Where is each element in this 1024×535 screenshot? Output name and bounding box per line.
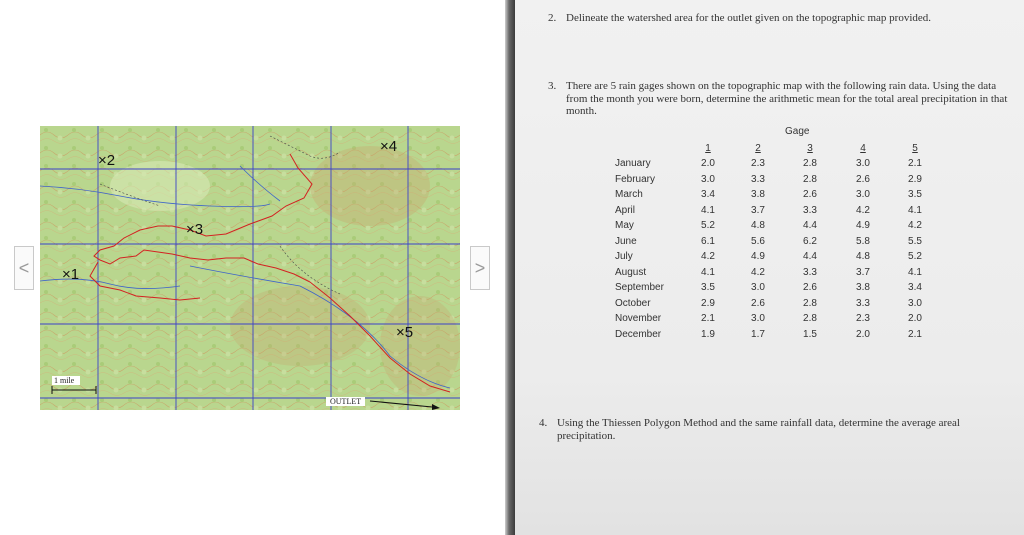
table-cell: 2.9 — [908, 173, 922, 185]
table-cell: 3.0 — [908, 297, 922, 309]
table-cell: 3.5 — [908, 189, 922, 200]
relief-shade — [230, 286, 370, 366]
table-cell: 5.6 — [751, 235, 765, 247]
table-cell: 4.2 — [751, 266, 765, 278]
question-4-number: 4. — [539, 417, 548, 429]
table-cell: 4.1 — [701, 204, 715, 216]
left-page — [0, 0, 505, 535]
month-label: October — [615, 297, 651, 309]
table-cell: 4.4 — [803, 251, 817, 262]
relief-shade — [110, 161, 210, 211]
table-cell: 2.3 — [751, 158, 765, 169]
table-cell: 4.1 — [908, 204, 922, 216]
table-cell: 4.8 — [751, 220, 765, 231]
table-cell: 3.3 — [751, 173, 765, 185]
column-header-gage-4: 4 — [860, 143, 866, 154]
table-cell: 4.2 — [856, 204, 870, 216]
table-cell: 2.1 — [701, 313, 715, 324]
table-cell: 3.0 — [701, 173, 715, 185]
scale-label: 1 mile — [52, 376, 80, 385]
month-label: June — [615, 235, 637, 247]
table-cell: 3.3 — [803, 204, 817, 216]
month-label: April — [615, 204, 636, 216]
table-cell: 6.1 — [701, 235, 715, 247]
question-2-number: 2. — [548, 12, 557, 24]
column-header-gage-2: 2 — [755, 143, 761, 154]
table-cell: 3.7 — [856, 266, 870, 278]
month-label: May — [615, 220, 634, 231]
table-cell: 5.5 — [908, 235, 922, 247]
table-cell: 4.9 — [751, 251, 765, 262]
month-label: December — [615, 328, 662, 340]
month-label: February — [615, 173, 656, 185]
table-row — [615, 220, 925, 235]
table-row — [615, 298, 925, 313]
table-cell: 3.8 — [856, 282, 870, 293]
table-cell: 2.3 — [856, 313, 870, 324]
table-cell: 2.8 — [803, 313, 817, 324]
chevron-left-icon: < — [18, 258, 30, 278]
table-cell: 3.4 — [908, 282, 922, 293]
question-3-text: There are 5 rain gages shown on the topographic map with the following rain data. Using the data from the month you were born, determine the arithmetic mean for the total areal precipitation in that month. — [566, 80, 1008, 117]
column-header-gage-3: 3 — [807, 143, 813, 154]
table-cell: 1.9 — [701, 328, 715, 340]
table-cell: 2.6 — [751, 297, 765, 309]
question-3 — [548, 80, 1018, 118]
next-page-button[interactable] — [470, 246, 490, 290]
table-cell: 2.0 — [908, 313, 922, 324]
table-cell: 3.5 — [701, 282, 715, 293]
table-row — [615, 236, 925, 251]
question-2-text: Delineate the watershed area for the outlet given on the topographic map provided. — [566, 12, 932, 24]
table-cell: 3.0 — [856, 158, 870, 169]
question-2 — [548, 12, 1018, 25]
table-row — [615, 189, 925, 204]
table-cell: 4.4 — [803, 220, 817, 231]
gage-3-mark: ×3 — [186, 221, 204, 238]
table-cell: 2.0 — [856, 328, 870, 340]
relief-shade — [380, 296, 460, 396]
table-cell: 3.0 — [751, 313, 765, 324]
table-cell: 3.7 — [751, 204, 765, 216]
table-cell: 2.9 — [701, 297, 715, 309]
month-label: August — [615, 266, 647, 278]
gage-5-mark: ×5 — [396, 324, 414, 341]
chevron-right-icon: > — [474, 258, 486, 278]
table-cell: 3.0 — [751, 282, 765, 293]
table-cell: 5.2 — [908, 251, 922, 262]
page-gutter — [505, 0, 515, 535]
table-cell: 2.0 — [701, 158, 715, 169]
previous-page-button[interactable] — [14, 246, 34, 290]
gage-2-mark: ×2 — [98, 152, 116, 169]
month-label: March — [615, 189, 643, 200]
table-row — [615, 313, 925, 328]
table-cell: 4.2 — [701, 251, 715, 262]
column-header-gage-5: 5 — [912, 143, 918, 154]
table-cell: 4.1 — [701, 266, 715, 278]
table-cell: 3.4 — [701, 189, 715, 200]
gage-header: Gage — [785, 126, 810, 137]
table-cell: 2.8 — [803, 158, 817, 169]
table-cell: 1.7 — [751, 328, 765, 340]
table-cell: 3.3 — [856, 297, 870, 309]
table-cell: 3.0 — [856, 189, 870, 200]
table-row — [615, 329, 925, 344]
table-cell: 2.6 — [803, 189, 817, 200]
table-cell: 2.1 — [908, 158, 922, 169]
gage-4-mark: ×4 — [380, 138, 398, 155]
table-row — [615, 174, 925, 189]
table-cell: 2.8 — [803, 173, 817, 185]
question-4 — [539, 417, 1015, 442]
question-4-text: Using the Thiessen Polygon Method and the same rainfall data, determine the average areal precipitation. — [557, 417, 960, 442]
table-cell: 3.3 — [803, 266, 817, 278]
table-cell: 1.5 — [803, 328, 817, 340]
column-header-gage-1: 1 — [705, 143, 711, 154]
table-row — [615, 251, 925, 266]
table-cell: 2.6 — [803, 282, 817, 293]
table-cell: 2.1 — [908, 328, 922, 340]
relief-shade — [310, 146, 430, 226]
table-cell: 4.2 — [908, 220, 922, 231]
question-3-number: 3. — [548, 80, 557, 92]
topographic-map — [40, 126, 460, 410]
table-cell: 5.2 — [701, 220, 715, 231]
gage-1-mark: ×1 — [62, 266, 80, 283]
table-cell: 4.9 — [856, 220, 870, 231]
table-cell: 2.8 — [803, 297, 817, 309]
table-cell: 5.8 — [856, 235, 870, 247]
right-page — [515, 0, 1024, 535]
month-label: July — [615, 251, 633, 262]
month-label: January — [615, 158, 651, 169]
month-label: September — [615, 282, 664, 293]
table-cell: 2.6 — [856, 173, 870, 185]
outlet-label: OUTLET — [326, 397, 365, 406]
table-row — [615, 267, 925, 282]
table-row — [615, 282, 925, 297]
table-cell: 4.1 — [908, 266, 922, 278]
month-label: November — [615, 313, 662, 324]
table-row — [615, 158, 925, 173]
table-cell: 4.8 — [856, 251, 870, 262]
table-cell: 3.8 — [751, 189, 765, 200]
table-cell: 6.2 — [803, 235, 817, 247]
table-row — [615, 205, 925, 220]
